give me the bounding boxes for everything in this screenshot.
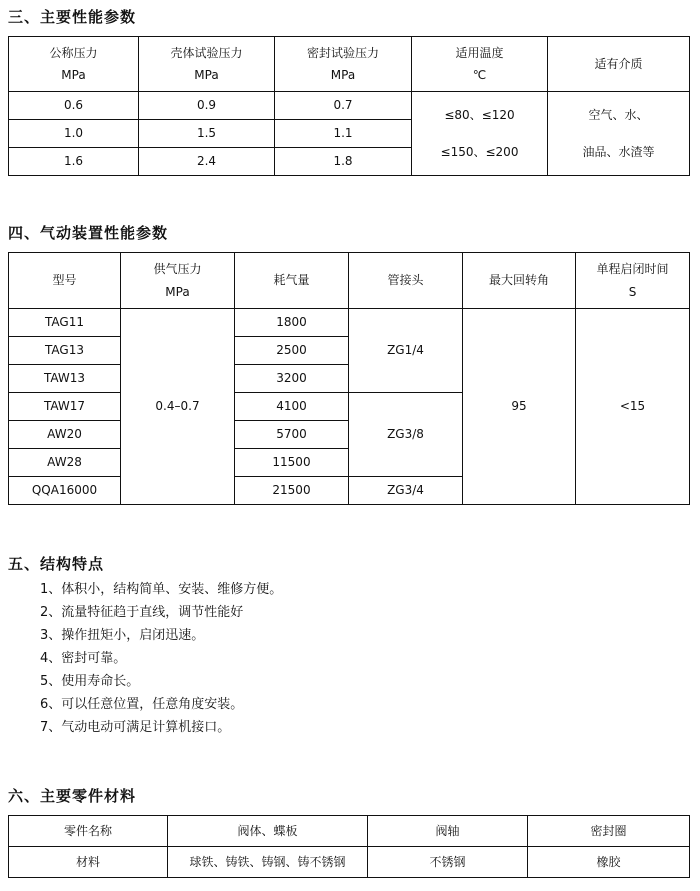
cell-fitting: ZG3/4 xyxy=(349,477,463,505)
cell-seal-pressure: 1.8 xyxy=(275,148,412,176)
section-3-title: 三、主要性能参数 xyxy=(8,8,137,26)
cell-nominal-pressure: 1.0 xyxy=(9,120,139,148)
cell-model: TAW13 xyxy=(9,365,121,393)
cell-seal-pressure: 1.1 xyxy=(275,120,412,148)
cell-shell-pressure: 2.4 xyxy=(139,148,275,176)
list-item: 3、操作扭矩小，启闭迅速。 xyxy=(40,628,205,643)
header-fitting: 管接头 xyxy=(349,253,463,309)
performance-table xyxy=(8,36,690,176)
cell-model: QQA16000 xyxy=(9,477,121,505)
materials-table xyxy=(8,815,690,878)
cell-shell-pressure: 0.9 xyxy=(139,92,275,120)
feature-list xyxy=(40,578,282,739)
pneumatic-table xyxy=(8,252,690,505)
cell-air-consumption: 5700 xyxy=(235,421,349,449)
header-shaft: 阀轴 xyxy=(368,816,528,847)
header-part-name: 零件名称 xyxy=(9,816,168,847)
list-item: 4、密封可靠。 xyxy=(40,651,127,666)
cell-fitting: ZG1/4 xyxy=(349,309,463,393)
header-body-disc: 阀体、蝶板 xyxy=(168,816,368,847)
cell-fitting: ZG3/8 xyxy=(349,393,463,477)
cell-media: 空气、水、 油品、水渣等 xyxy=(548,92,690,176)
cell-air-consumption: 1800 xyxy=(235,309,349,337)
cell-body-material: 球铁、铸铁、铸钢、铸不锈钢 xyxy=(168,847,368,878)
table-row xyxy=(9,92,690,120)
cell-model: TAG13 xyxy=(9,337,121,365)
cell-material-label: 材料 xyxy=(9,847,168,878)
section-6-title: 六、主要零件材料 xyxy=(8,787,137,805)
table-row xyxy=(9,847,690,878)
header-model: 型号 xyxy=(9,253,121,309)
list-item: 1、体积小，结构简单、安装、维修方便。 xyxy=(40,582,283,597)
cell-supply-pressure: 0.4–0.7 xyxy=(121,309,235,505)
list-item: 6、可以任意位置，任意角度安装。 xyxy=(40,697,244,712)
header-switch-time: 单程启闭时间 S xyxy=(576,253,690,309)
header-air-consumption: 耗气量 xyxy=(235,253,349,309)
section-5-title: 五、结构特点 xyxy=(8,555,105,573)
list-item: 5、使用寿命长。 xyxy=(40,674,140,689)
header-seal-test-pressure: 密封试验压力 MPa xyxy=(275,37,412,92)
cell-shaft-material: 不锈钢 xyxy=(368,847,528,878)
cell-seal-material: 橡胶 xyxy=(528,847,690,878)
header-shell-test-pressure: 壳体试验压力 MPa xyxy=(139,37,275,92)
header-media: 适有介质 xyxy=(548,37,690,92)
cell-model: AW28 xyxy=(9,449,121,477)
cell-air-consumption: 11500 xyxy=(235,449,349,477)
cell-temperature: ≤80、≤120 ≤150、≤200 xyxy=(412,92,548,176)
cell-air-consumption: 2500 xyxy=(235,337,349,365)
cell-air-consumption: 4100 xyxy=(235,393,349,421)
header-nominal-pressure: 公称压力 MPa xyxy=(9,37,139,92)
cell-model: AW20 xyxy=(9,421,121,449)
cell-air-consumption: 21500 xyxy=(235,477,349,505)
list-item: 2、流量特征趋于直线，调节性能好 xyxy=(40,605,244,620)
cell-nominal-pressure: 0.6 xyxy=(9,92,139,120)
cell-shell-pressure: 1.5 xyxy=(139,120,275,148)
cell-model: TAG11 xyxy=(9,309,121,337)
cell-seal-pressure: 0.7 xyxy=(275,92,412,120)
header-supply-pressure: 供气压力 MPa xyxy=(121,253,235,309)
cell-max-rotation: 95 xyxy=(463,309,576,505)
header-max-rotation: 最大回转角 xyxy=(463,253,576,309)
header-temperature: 适用温度 ℃ xyxy=(412,37,548,92)
cell-nominal-pressure: 1.6 xyxy=(9,148,139,176)
cell-switch-time: <15 xyxy=(576,309,690,505)
header-seal-ring: 密封圈 xyxy=(528,816,690,847)
cell-model: TAW17 xyxy=(9,393,121,421)
list-item: 7、气动电动可满足计算机接口。 xyxy=(40,720,231,735)
table-row xyxy=(9,309,690,337)
section-4-title: 四、气动装置性能参数 xyxy=(8,224,169,242)
cell-air-consumption: 3200 xyxy=(235,365,349,393)
